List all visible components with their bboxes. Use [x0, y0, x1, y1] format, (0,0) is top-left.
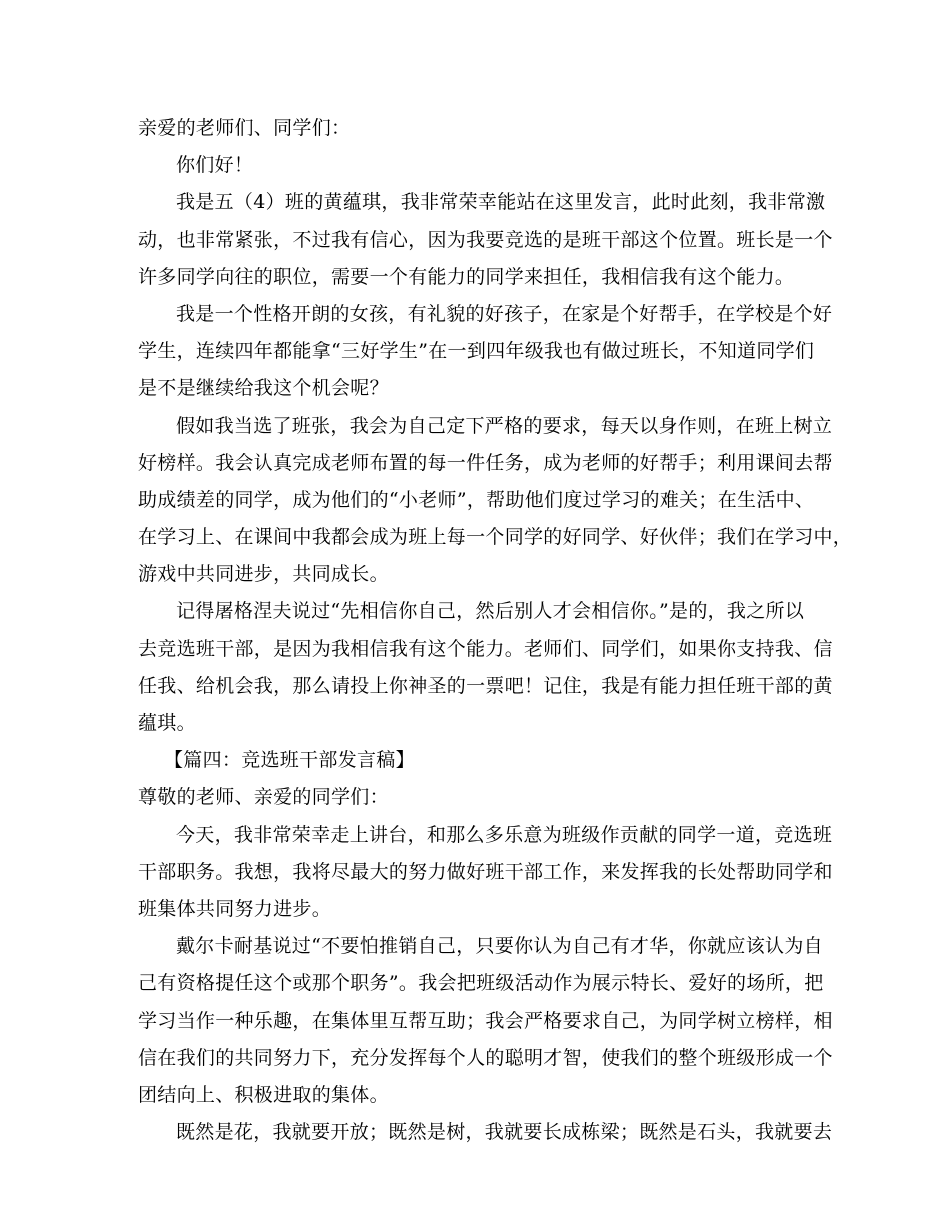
text-line: 学生，连续四年都能拿“三好学生”在一到四年级我也有做过班长，不知道同学们 — [138, 340, 815, 363]
text-line: 去竞选班干部，是因为我相信我有这个能力。老师们、同学们，如果你支持我、信 — [138, 637, 833, 660]
text-line: 干部职务。我想，我将尽最大的努力做好班干部工作，来发挥我的长处帮助同学和 — [138, 860, 833, 883]
text-line: 好榜样。我会认真完成老师布置的每一件任务，成为老师的好帮手；利用课间去帮 — [138, 451, 833, 474]
text-line: 动，也非常紧张，不过我有信心，因为我要竞选的是班干部这个位置。班长是一个 — [138, 228, 833, 251]
text-line: 学习当作一种乐趣，在集体里互帮互助；我会严格要求自己，为同学树立榜样，相 — [138, 1009, 833, 1032]
document-body — [138, 110, 853, 1151]
text-line: 助成绩差的同学，成为他们的“小老师”，帮助他们度过学习的难关；在生活中、 — [138, 488, 815, 511]
text-line: 班集体共同努力进步。 — [138, 897, 332, 920]
text-line: 亲爱的老师们、同学们： — [138, 117, 351, 139]
text-line: 戴尔卡耐基说过“不要怕推销自己，只要你认为自己有才华，你就应该认为自 — [176, 935, 823, 958]
text-line: 我是一个性格开朗的女孩，有礼貌的好孩子，在家是个好帮手，在学校是个好 — [176, 302, 833, 325]
text-line: 今天，我非常荣幸走上讲台，和那么多乐意为班级作贡献的同学一道，竞选班 — [176, 823, 833, 846]
text-line: 任我、给机会我，那么请投上你神圣的一票吧！记住，我是有能力担任班干部的黄 — [138, 674, 833, 697]
text-line: 在学习上、在课间中我都会成为班上每一个同学的好同学、好伙伴；我们在学习中， — [138, 526, 853, 549]
text-line: 你们好！ — [176, 154, 254, 177]
text-line: 我是五（4）班的黄蕴琪，我非常荣幸能站在这里发言，此时此刻，我非常激 — [176, 191, 826, 214]
text-line: 记得屠格涅夫说过“先相信你自己，然后别人才会相信你。”是的，我之所以 — [176, 600, 805, 623]
text-line: 信在我们的共同努力下，充分发挥每个人的聪明才智，使我们的整个班级形成一个 — [138, 1046, 833, 1069]
text-line: 假如我当选了班张，我会为自己定下严格的要求，每天以身作则，在班上树立 — [176, 414, 833, 437]
text-line: 蕴琪。 — [138, 712, 196, 734]
text-line: 尊敬的老师、亲爱的同学们： — [138, 786, 389, 809]
text-line: 己有资格提任这个或那个职务”。我会把班级活动作为展示特长、爱好的场所，把 — [138, 972, 824, 995]
section-heading: 【篇四：竞选班干部发言稿】 — [164, 749, 415, 772]
text-line: 既然是花，我就要开放；既然是树，我就要长成栋梁；既然是石头，我就要去 — [176, 1121, 833, 1144]
text-line: 团结向上、积极进取的集体。 — [138, 1083, 389, 1106]
text-line: 许多同学向往的职位，需要一个有能力的同学来担任，我相信我有这个能力。 — [138, 265, 795, 288]
text-line: 是不是继续给我这个机会呢？ — [138, 377, 389, 400]
text-line: 游戏中共同进步，共同成长。 — [138, 563, 389, 586]
